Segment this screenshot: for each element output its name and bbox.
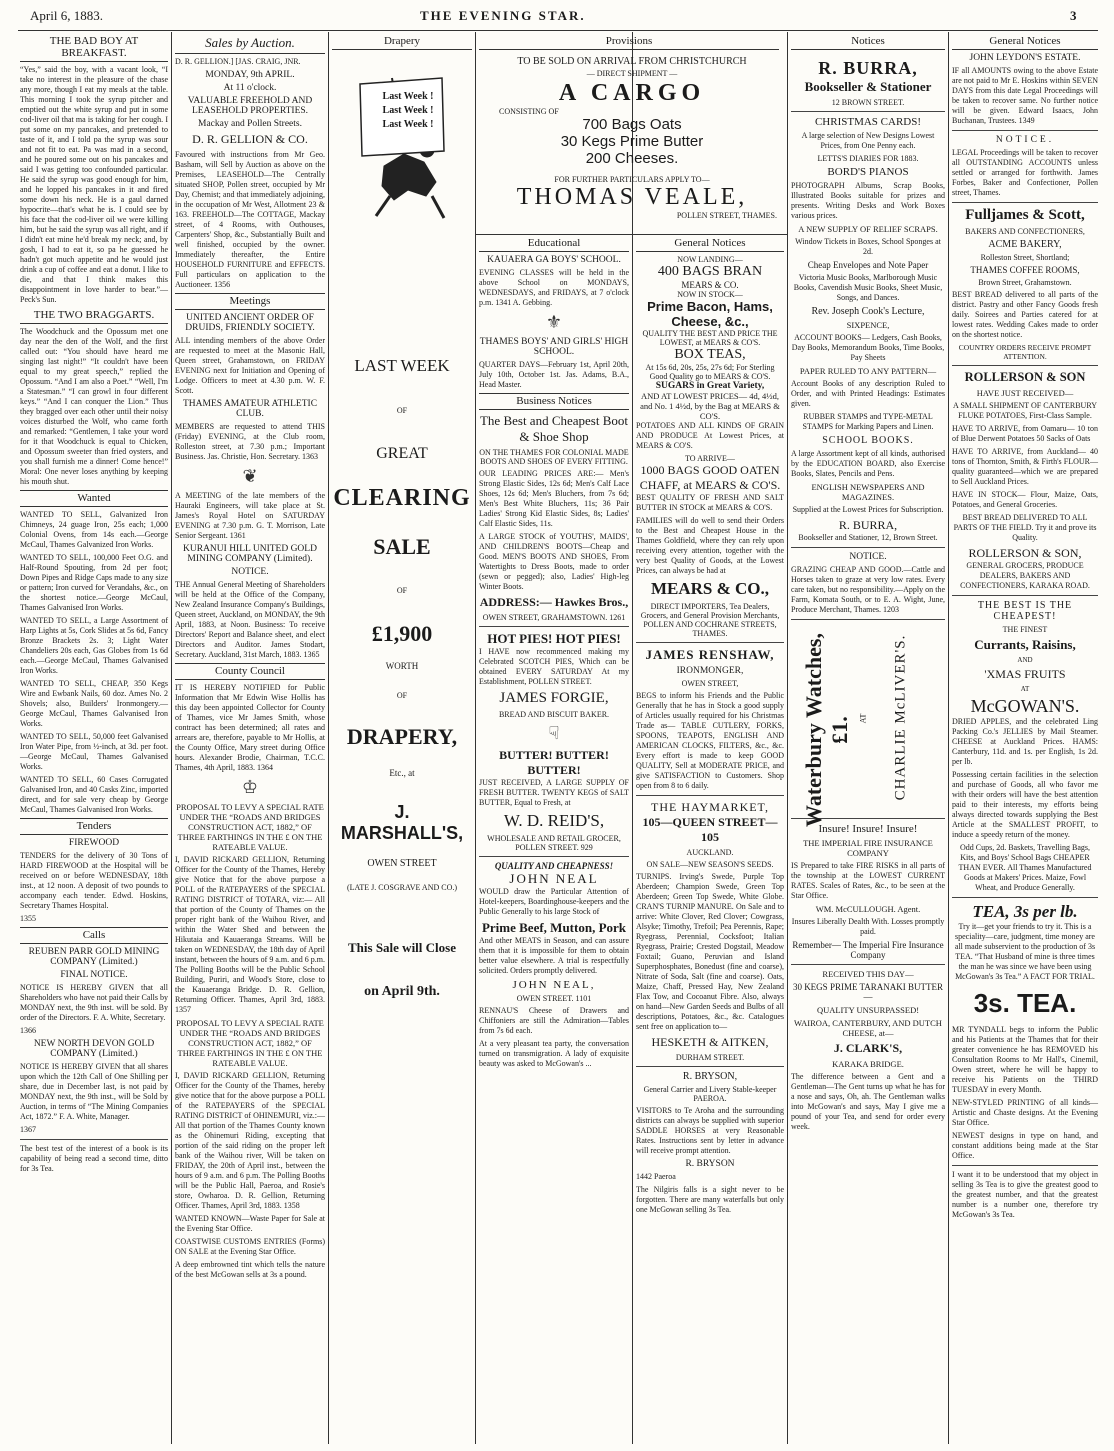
ad-line: BORD'S PIANOS	[827, 166, 909, 178]
ad-subtitle: WM. McCULLOUGH. Agent.	[815, 904, 921, 914]
ad-text: POTATOES AND ALL KINDS OF GRAIN AND PRODUCE At Lowest Prices, at MEARS & CO'S.	[636, 421, 784, 450]
ad-text: Odd Cups, 2d. Baskets, Travelling Bags, Kits, and Boys' School Bags CHEAPER THAN EVER. All Thames Manufactured Goods at Makers' Prices. Maize, Fowl Wheat, and Produce Generally.	[958, 843, 1092, 892]
ad-line: RECEIVED THIS DAY—	[822, 969, 914, 979]
ad-line: THE BEST IS THE CHEAPEST!	[977, 600, 1073, 622]
divider	[636, 1066, 784, 1067]
divider	[479, 856, 629, 857]
divider	[791, 547, 945, 548]
ad-title: PROPOSAL TO LEVY A SPECIAL RATE UNDER THE “ROADS AND BRIDGES CONSTRUCTION ACT, 1882,” OF THREE FARTHINGS IN THE £ ON THE RATEABLE VALUE.	[176, 802, 324, 852]
story-heading: THE TWO BRAGGARTS.	[20, 308, 168, 324]
ad-subtitle: OWEN STREET. 1101	[516, 994, 592, 1003]
ad-line: 1000 BAGS GOOD OATEN CHAFF, at MEARS & CO'S.	[639, 463, 781, 492]
ad-line: CONSISTING OF	[499, 107, 559, 116]
section-heading-wanted: Wanted	[20, 490, 168, 507]
ad-text: QUARTER DAYS—February 1st, April 20th, July 10th, October 1st. Jas. Adams, B.A., Head Master.	[479, 360, 629, 389]
ad-title: BUTTER! BUTTER! BUTTER!	[499, 748, 609, 777]
ad-subtitle: BAKERS AND CONFECTIONERS,	[965, 227, 1085, 236]
ad-text: HAVE TO ARRIVE, from Auckland— 40 tons of Thornton, Smith, & Firth's FLOUR—quality guaranteed—which we are prepared to Sell Auckland Prices.	[952, 447, 1098, 486]
section-heading-auction: Sales by Auction.	[175, 34, 325, 54]
flag-line: Last Week !	[382, 91, 434, 102]
ad-text: A large Assortment kept of all kinds, authorised by the EDUCATION BOARD, also Exercise Books, Slates, Pencils and Pens.	[791, 449, 945, 478]
divider	[952, 202, 1098, 203]
ad-line: OWEN STREET	[367, 858, 437, 869]
ad-line: At 15s 6d, 20s, 25s, 27s 6d; For Sterling Good Quality go to MEARS & CO'S.	[645, 363, 775, 381]
ad-text: NEWEST designs in type on hand, and constant additions being made at the Star Office.	[952, 1131, 1098, 1160]
flag-text	[374, 88, 442, 133]
ad-date: MONDAY, 9th APRIL.	[205, 70, 295, 80]
ad-line: 30 KEGS PRIME TARANAKI BUTTER—	[792, 982, 944, 1002]
provisions-rule	[476, 234, 787, 235]
ad-line: 'XMAS FRUITS	[984, 667, 1066, 681]
divider	[636, 795, 784, 796]
ad-text: BEST BREAD delivered to all parts of the district. Pastry and other Fancy Goods fresh daily. Soirees and Parties catered for at lowest rates. Wedding Cakes made to order on the shortest notice.	[952, 290, 1098, 339]
story-text: The Woodchuck and the Opossum met one day near the den of the Wolf, and the first called out: “You should have heard me singing last night!” “It couldn't have been equal to my great speech,” replied the Opossum. “And I am also a Poet.” “Well, I'm a Statesman.” “I can growl in four different keys.” “And I can conquer the Lion.” Thus they bragged over each other until their noisy voices disturbed the Wolf, who came forth and remarked: “Gentlemen, I take your word for it that Woodchuck is equal to Chicken, and Opossum sweeter than fried oysters, and you shall furnish me a dinner! Come hence!” Moral: One never loses anything by keeping his mouth shut.	[20, 327, 168, 486]
ad-number: 1367	[20, 1125, 36, 1134]
ad-title: THAMES AMATEUR ATHLETIC CLUB.	[182, 399, 318, 419]
crest-icon: ⚜	[545, 312, 563, 332]
ad-text: I, DAVID RICKARD GELLION, Returning Officer for the County of the Thames, hereby give notice that for the above purpose a POLL of the RATEPAYERS of the SPECIAL RATING DISTRICT of OHINEMURI, viz.:— All that portion of the Thames County known as the Ohinemuri Riding, excepting that portion of the said riding on the proper left bank of the Waihou river, Will be taken on FRIDAY, the 20th of April inst., between the hours of 9 a.m. and 6 p.m. The Polling Booths will be the Public Hall, Paeroa, and Rosie's store, Owharoa. D. R. Gellion, Returning Officer. Thames, April 3rd, 1883. 1358	[175, 1071, 325, 1210]
ad-line: AT	[858, 713, 868, 724]
ad-line: Waterbury Watches, £1.	[801, 633, 852, 827]
ad-text: BEGS to inform his Friends and the Public Generally that he has in Stock a good supply of Articles usually required for his Christmas Trade as— TABLE CUTLERY, FORKS, SPOONS, TEAPOTS, ENGLISH AND AMERICAN CLOCKS, FILTERS, &c., &c. Every effort is made to keep GOOD QUALITY, Sell at MODERATE PRICE, and give SATISFACTION to Customers. Shop open from 8 to 6 daily.	[636, 691, 784, 790]
ad-text: Try it—get your friends to try it. This is a speciality—care, judgment, time money are all made subservient to the production of 3s TEA. “That Husband of mine is three times the man he was since we have been using McGowan's 3s Tea.” A FACT FOR TRIAL.	[954, 922, 1096, 981]
ad-line: (LATE J. COSGRAVE AND CO.)	[346, 883, 458, 892]
story-text: “Yes,” said the boy, with a vacant look, “I take no interest in the pleasure of the chase any more, though I eat my meals at the table. This morning I took the syrup pitcher and emptied out the white syrup and put in some cod-liver oil that ma is taking for her cough. I put some on my pancakes, and pretended to taste of it, and I told pa the syrup was sour and not fit to eat. Pa was mad in a second, and he poured some out on his pancakes and said I was getting too confounded particular. He said the syrup was good enough for him, and he lopped his pancakes in it and fired some down his neck. He is a gaul darned hypocrite—that's what he is. I could see by his face that the cod-liver oil we were killing him, but he said the syrup was all right, and if I didn't eat mine he'd break my neck; and, by gosh, I had to eat it, so pa he guessed he hadn't got much appetite and he would just drink a cup of coffee and eat a donut. I like to die, and that I think makes this disappointment in love harder to bear.”—Peck's Sun.	[20, 65, 168, 304]
ad-text: BEST BREAD DELIVERED TO ALL PARTS OF THE FIELD. Try it and prove its Quality.	[953, 513, 1097, 542]
divider	[636, 642, 784, 643]
ad-subtitle: Brown Street, Grahamstown.	[978, 278, 1072, 287]
watch-advert	[791, 624, 945, 827]
ad-line: Cheap Envelopes and Note Paper	[807, 260, 929, 270]
section-heading-general-notices: General Notices	[636, 236, 784, 252]
divider	[20, 1139, 168, 1140]
section-heading-provisions: Provisions	[479, 34, 779, 50]
ad-line: LAST WEEK	[354, 356, 450, 375]
ad-line: DRAPERY,	[346, 724, 458, 749]
column-5	[636, 236, 784, 1442]
ad-line: QUALITY THE BEST AND PRICE THE LOWEST, at MEARS & CO'S.	[642, 329, 778, 347]
column-3	[332, 34, 472, 1442]
ad-line: Prime Bacon, Hams, Cheese, &c.,	[647, 299, 773, 329]
ad-text: A MEETING of the late members of the Hauraki Engineers, will take place at St. James's Royal Hotel on SATURDAY EVENING at 7.30 p.m. G. T. Morrison, Late Senior Sergeant. 1361	[175, 491, 325, 540]
ad-text: A large selection of New Designs Lowest Prices, from One Penny each.	[801, 131, 935, 150]
ad-text: IF all AMOUNTS owing to the above Estate are not paid to Mr E. Hoskins within SEVEN DAYS from this date Legal Proceedings will be taken to recover same. No further notice will be given. Edward Isaacs, John Buchanan, Trustees. 1349	[952, 66, 1098, 125]
ad-title: 3s. TEA.	[973, 988, 1077, 1018]
ad-line: J. MARSHALL'S,	[340, 802, 464, 843]
ad-subtitle: Remember— The Imperial Fire Insurance Company	[792, 940, 944, 960]
ad-subtitle: ACME BAKERY,	[988, 239, 1062, 250]
filler-text: The best test of the interest of a book is its capability of being read a second time, ditto for 3s Tea.	[20, 1144, 168, 1173]
section-heading-calls: Calls	[20, 927, 168, 944]
ad-line: WORTH	[385, 661, 419, 671]
ad-title: THAMES BOYS' AND GIRLS' HIGH SCHOOL.	[479, 337, 629, 357]
ad-text: FAMILIES will do well to send their Orders to the Best and Cheapest House in the Thames Goldfield, where they can rely upon receiving every attention, together with the very best Quality of Goods, at the Lowest Prices, can always be had at	[636, 516, 784, 575]
filler-text: I want it to be understood that my object in selling 3s Tea is to give the greatest good to the greatest number, and that the greatest number is a number one, therefore try McGowan's 3s Tea.	[952, 1170, 1098, 1219]
ad-line: £1,900	[371, 621, 433, 646]
ad-line: TO ARRIVE—	[685, 454, 735, 463]
ad-text: NEW-STYLED PRINTING of all kinds—Artistic and Chaste designs. At the Evening Star Office.	[952, 1098, 1098, 1127]
ad-line: BOX TEAS,	[674, 347, 746, 362]
ad-title: KAUAERA GA BOYS' SCHOOL.	[487, 255, 621, 265]
ad-subtitle: COUNTRY ORDERS RECEIVE PROMPT ATTENTION.	[958, 343, 1092, 361]
ad-subtitle: Mackay and Pollen Streets.	[198, 119, 302, 129]
ad-title: TEA, 3s per lb.	[972, 902, 1078, 921]
ad-text: Window Tickets in Boxes, School Sponges at 2d.	[795, 237, 941, 256]
ad-line: A NEW SUPPLY OF RELIEF SCRAPS.	[798, 224, 938, 234]
ad-title: NOTICE.	[995, 135, 1055, 145]
ad-title: ADDRESS:— Hawkes Bros.,	[479, 595, 629, 609]
ad-title: THE HAYMARKET,	[651, 800, 769, 814]
column-rule	[328, 32, 329, 1444]
ad-text: WOULD draw the Particular Attention of Hotel-keepers, Boardinghouse-keepers and the Public Generally to his large Stock of	[479, 887, 629, 916]
ad-text: PHOTOGRAPH Albums, Scrap Books, Illustrated Books suitable for prizes and presents. Writing Desks and Work Boxes various prices.	[791, 181, 945, 220]
filler-text: At a very pleasant tea party, the conversation turned on transmigration. A lady of exquisite beauty was asked to McGowan's ...	[479, 1039, 629, 1068]
ad-title: HOT PIES! HOT PIES!	[487, 631, 621, 646]
crest-icon: ♔	[241, 777, 259, 797]
divider	[952, 1165, 1098, 1166]
rider-flag-illustration	[332, 56, 472, 226]
ad-text: MEMBERS are requested to attend THIS (Friday) EVENING, at the Club room, Rolleston street, at 7.30 p.m.; Important Business. Jas. Christie, Hon. Secretary. 1363	[175, 422, 325, 461]
ad-line: ENGLISH NEWSPAPERS AND MAGAZINES.	[811, 482, 925, 502]
ad-line: 30 Kegs Prime Butter	[560, 133, 704, 150]
ad-line: OF	[396, 586, 408, 595]
ad-line: GREAT	[376, 445, 428, 462]
ad-line: MEARS & CO.	[681, 280, 739, 290]
ad-line: on April 9th.	[364, 984, 440, 999]
ad-line: NOW LANDING—	[677, 255, 743, 264]
ad-line: CLEARING	[333, 485, 471, 511]
ad-subtitle: WHOLESALE AND RETAIL GROCER, POLLEN STREET. 929	[487, 834, 621, 852]
ad-text: RUBBER STAMPS and TYPE-METAL STAMPS for Marking Papers and Linen.	[802, 412, 934, 431]
divider	[952, 897, 1098, 898]
ad-subtitle: BREAD AND BISCUIT BAKER.	[498, 710, 610, 719]
ad-subtitle: IRONMONGER,	[676, 666, 744, 676]
ad-wanted: WANTED TO SELL, Galvanized Iron Chimneys, 24 guage Iron, 25s each; 1,000 Colonial Ovens, from 14s each.—George McCaul, Thames Galvanized Iron Works.	[20, 510, 168, 549]
ad-line: Rev. Joseph Cook's Lecture,	[811, 306, 925, 317]
ad-title: Insure! Insure! Insure!	[818, 823, 918, 835]
ad-title: JAMES RENSHAW,	[645, 647, 775, 662]
ad-line: SUGARS in Great Variety,	[655, 381, 765, 391]
masthead-title: THE EVENING STAR.	[420, 8, 586, 23]
ad-title: R. BURRA,	[818, 58, 918, 78]
ad-subtitle: 12 BROWN STREET.	[831, 98, 905, 107]
ad-line: SCHOOL BOOKS.	[822, 435, 914, 446]
ad-title: JOHN LEYDON'S ESTATE.	[969, 53, 1081, 63]
auctioneer-name: D. R. GELLION & CO.	[192, 132, 308, 146]
ad-subtitle: ON SALE—NEW SEASON'S SEEDS.	[646, 860, 774, 869]
column-rule	[948, 32, 949, 1444]
ad-text: HAVE IN STOCK— Flour, Maize, Oats, Potatoes, and General Groceries.	[952, 490, 1098, 509]
ad-title: FIREWOOD	[68, 838, 120, 848]
ad-subtitle: NOTICE.	[231, 567, 269, 577]
ad-text: Insures Liberally Dealth With. Losses promptly paid.	[791, 917, 945, 936]
ad-subtitle: KARAKA BRIDGE.	[832, 1059, 904, 1069]
masthead-date: April 6, 1883.	[30, 8, 103, 23]
column-rule	[475, 32, 476, 1444]
ad-title: R. BRYSON,	[682, 1071, 738, 1082]
ad-title: Prime Beef, Mutton, Pork	[481, 920, 627, 935]
ad-title: Fulljames & Scott,	[965, 207, 1085, 223]
masthead	[0, 0, 1114, 30]
ad-subtitle: DURHAM STREET.	[675, 1053, 745, 1062]
ad-title: NOTICE.	[849, 552, 887, 562]
section-heading-general-notices: General Notices	[952, 34, 1098, 50]
ad-title: ROLLERSON & SON	[964, 370, 1086, 384]
section-heading-tenders: Tenders	[20, 818, 168, 835]
ad-text: VISITORS to Te Aroha and the surrounding districts can always be supplied with superior SADDLE HORSES at very Reasonable Rates. Instructions sent by letter in advance will receive prompt attention.	[636, 1106, 784, 1155]
ad-line: OF	[396, 691, 408, 700]
section-heading-notices: Notices	[791, 34, 945, 50]
divider	[952, 365, 1098, 366]
ornament-icon: ❦	[242, 466, 258, 486]
ad-subtitle: OWEN STREET, GRAHAMSTOWN. 1261	[482, 613, 626, 622]
ad-line: CHARLIE McLIVER'S.	[892, 634, 909, 801]
ad-number: 1442 Paeroa	[636, 1172, 676, 1181]
ad-text: IS Prepared to take FIRE RISKS in all parts of the township at the LOWEST CURRENT RATES. Scales of Rates, &c., to be seen at the Star Office.	[791, 861, 945, 900]
ad-wanted: WANTED TO SELL, 50,000 feet Galvanised Iron Water Pipe, from ½-inch, at 3d. per foot.—George McCaul, Thames Galvanised Works.	[20, 732, 168, 771]
column-rule	[787, 32, 788, 1444]
divider	[791, 111, 945, 112]
ad-title: ROLLERSON & SON,	[968, 546, 1082, 560]
ad-line: SALE	[373, 534, 431, 559]
ad-subtitle: DIRECT IMPORTERS, Tea Dealers, Grocers, and General Provision Merchants, POLLEN AND COCHRANE STREETS, THAMES.	[640, 602, 780, 638]
section-heading-meetings: Meetings	[175, 293, 325, 310]
ad-line: 400 BAGS BRAN	[657, 264, 763, 279]
ad-line: WAIROA, CANTERBURY, AND DUTCH CHEESE, at—	[794, 1018, 942, 1038]
ad-number: 1366	[20, 1026, 36, 1035]
ad-title: HESKETH & AITKEN,	[651, 1035, 769, 1049]
ad-line: PAPER RULED TO ANY PATTERN—	[799, 366, 937, 376]
ad-subtitle: ON THE THAMES FOR COLONIAL MADE BOOTS AND SHOES OF EVERY FITTING.	[479, 448, 629, 466]
ad-title: The Best and Cheapest Boot & Shoe Shop	[479, 413, 629, 444]
ad-title: PROPOSAL TO LEVY A SPECIAL RATE UNDER THE “ROADS AND BRIDGES CONSTRUCTION ACT, 1882,” OF THREE FARTHINGS IN THE £ ON THE RATEABLE VALUE.	[176, 1018, 324, 1068]
ad-title: JAMES FORGIE,	[499, 690, 609, 706]
ad-text: Possessing certain facilities in the selection and purchase of Goods, all who favor me with their orders will have the best attention paid to their interests, my efforts being always directed towards supplying the Best Article at the SMALLEST PROFIT, to induce a speedy return of the money.	[952, 770, 1098, 839]
ad-text: NOTICE IS HEREBY GIVEN that all shares upon which the 12th Call of One Shilling per share, due in December last, is not paid by MONDAY next, the 9th inst., will be Sold by Auction, in terms of “The Mining Companies Act, 1872.” F. A. White, Manager.	[20, 1062, 168, 1121]
ad-text: I, DAVID RICKARD GELLION, Returning Officer for the County of the Thames, Hereby give Notice that for the above purpose a POLL of the RATEPAYERS of the SPECIAL RATING DISTRICT of TOTARA, viz:— All that portion of the County of Thames on the proper right bank of the Waihou River, and within the Water Shed and between the Hikutaia and Kauaeranga Streams. Will be taken on WEDNESDAY, the 18th day of April instant, between the hours of 9 a.m. and 6 p.m. The Polling Booths will be the Public School Building, Puriri, and Wood's Store, close to the Kauaeranga Bridge. D. R. Gellion, Returning Officer. Thames, April 3rd, 1883. 1357	[175, 855, 325, 1014]
ad-text: DRIED APPLES, and the celebrated Ling Packing Co.'s JELLIES by Mail Steamer. CHEESE at Auckland Prices. HAMS: Canterbury, 11d. and 1s. per English, 1s 2d. per lb.	[952, 717, 1098, 766]
ad-title: J. CLARK'S,	[833, 1041, 903, 1055]
ad-text: I HAVE now recommenced making my Celebrated SCOTCH PIES, Which can be obtained EVERY SATURDAY At my Establishment, POLLEN STREET.	[479, 647, 629, 686]
ad-text: Account Books of any description Ruled to Order, and with Printed Headings: Estimates given.	[791, 379, 945, 408]
ad-text: EVENING CLASSES will be held in the above School on MONDAYS, WEDNESDAYS, and FRIDAYS, at 7 o'clock p.m. 1341 A. Gebbing.	[479, 268, 629, 307]
column-6	[791, 34, 945, 1442]
provisions-advert	[479, 52, 785, 232]
ad-line: AND AT LOWEST PRICES— 4d, 4½d, and No. 1 4½d, by the Bag at MEARS & CO'S.	[640, 391, 780, 421]
section-heading-county: County Council	[175, 663, 325, 680]
divider	[791, 619, 945, 620]
ad-text: JUST RECEIVED, A LARGE SUPPLY OF FRESH BUTTER. TWENTY KEGS of SALT BUTTER, Equal to Fresh, at	[479, 778, 629, 807]
divider	[952, 130, 1098, 131]
ad-line: POLLEN STREET, THAMES.	[676, 211, 777, 220]
ad-line: THOMAS VEALE,	[516, 184, 748, 210]
ad-text: NOTICE IS HEREBY GIVEN that all Shareholders who have not paid their Calls by MONDAY next, the 9th inst. will be sold. By order of the Directors. F. A. White, Secretary.	[20, 983, 168, 1022]
ad-text: Victoria Music Books, Marlborough Music Books, Cavendish Music Books, Sheet Music, Songs, and Dances.	[793, 273, 943, 302]
ad-line: — DIRECT SHIPMENT —	[586, 69, 678, 78]
ad-text: TURNIPS. Irving's Swede, Purple Top Aberdeen; Champion Swede, Green Top Aberdeen; Green Top Swede, White Globe. CRAN'S TURNIP MANURE. On Sale and to arrive: White Clover, Red Clover; Cowgrass, Alsyke; Timothy, Trefoil; Pea Perennis, Rape; Ryegrass, Perennial, Cocksfoot; Italian Ryegrass, Prairie; Crested Dogstail, Meadow Foxtail; Guano, Peruvian and Island Superphosphates, Bonedust (fine and coarse), Nitrate of Soda, Salt (fine and coarse). Oats, Maize, Chaff, Pressed Hay, New Zealand Flax Tow, and Cocoanut Fibre. Also, always on hand—New Garden Seeds and Bulbs of all descriptions, Potatoes, &c., &c. Catalogues sent free on application to—	[636, 872, 784, 1031]
ad-line: A CARGO	[558, 80, 706, 106]
ad-text: A LARGE STOCK of YOUTHS', MAIDS', AND CHILDREN'S BOOTS—Cheap and Good. MEN'S BOOTS AND SHOES, From Watertights to Dress Boots, made to order (sewn or pegged); also, Ladies' High-leg Winter Boots.	[479, 532, 629, 591]
flag-line: Last Week !	[382, 105, 434, 116]
ad-number: 1355	[20, 914, 36, 923]
ad-wanted: WANTED TO SELL, CHEAP, 350 Kegs Wire and Ewbank Nails, 60 doz. Ames No. 2 Shovels; also, Builders' Ironmongery.—George McCaul, Thames Galvanised Iron Works.	[20, 679, 168, 728]
ad-text: WANTED KNOWN—Waste Paper for Sale at the Evening Star Office.	[175, 1214, 325, 1233]
ad-subtitle: General Carrier and Livery Stable-keeper PAEROA.	[643, 1085, 777, 1103]
ad-line: LETTS'S DIARIES FOR 1883.	[817, 154, 919, 163]
ad-subtitle: Rolleston Street, Shortland;	[980, 253, 1070, 262]
ad-line: THE FINEST	[1002, 625, 1048, 634]
ad-text: OUR LEADING PRICES ARE:— Men's Strong Elastic Sides, 12s 6d; Men's Calf Lace Shoes, 12s 6d; Men's Bluchers, from 7s 6d; Men's Best White Bluchers, 11s; 36 Pair Ladies' Strong Kid Elastic Sides, 8s; Ladies' Calf Elastic Sides, 11s.	[479, 469, 629, 528]
ad-time: At 11 o'clock.	[223, 83, 277, 93]
ad-text: MR TYNDALL begs to inform the Public and his Patients at the Thames that for their greater convenience he has REMOVED his Consultation Rooms to Mr Hall's, Cinemil, Owen street, where he will be happy to receive his Patients on the THIRD TUESDAY in every Month.	[952, 1025, 1098, 1094]
ad-text: COASTWISE CUSTOMS ENTRIES (Forms) ON SALE at the Evening Star Office.	[175, 1237, 325, 1256]
filler-text: A deep embrowned tint which tells the nature of the best McGowan sells at 3s a pound.	[175, 1260, 325, 1279]
ad-wanted: WANTED TO SELL, 60 Cases Corrugated Galvanised Iron, and 40 Casks Zinc, imported direct, and for sale very cheap by George McCaul, Thames Galvanised Iron Works.	[20, 775, 168, 814]
divider	[791, 964, 945, 965]
ad-line: Etc., at	[389, 768, 415, 778]
ad-title: QUALITY AND CHEAPNESS!	[494, 861, 614, 871]
ad-line: This Sale will Close	[348, 940, 456, 955]
section-heading-business: Business Notices	[479, 393, 629, 410]
column-rule	[171, 32, 172, 1444]
column-1	[20, 34, 168, 1442]
ad-title: 105—QUEEN STREET—105	[642, 815, 778, 844]
ad-line: 200 Cheeses.	[585, 150, 679, 167]
column-rule	[632, 32, 633, 1444]
ad-title: VALUABLE FREEHOLD AND LEASEHOLD PROPERTIES.	[187, 96, 313, 116]
ad-title: UNITED ANCIENT ORDER OF DRUIDS, FRIENDLY SOCIETY.	[185, 313, 315, 333]
ad-text: Supplied at the Lowest Prices for Subscription.	[792, 505, 944, 514]
ad-title: JOHN NEAL,	[512, 979, 596, 991]
ad-subtitle: R. BRYSON	[685, 1159, 735, 1169]
ad-line: SIXPENCE,	[846, 320, 890, 330]
ad-subtitle: THAMES COFFEE ROOMS,	[970, 265, 1080, 275]
ad-title: W. D. REID'S,	[503, 811, 605, 830]
ad-title: JOHN NEAL	[509, 871, 599, 886]
ad-line: AT	[1020, 685, 1030, 693]
ad-subtitle: OWEN STREET,	[681, 679, 739, 688]
ad-text: HAVE TO ARRIVE, from Oamaru— 10 ton of Blue Derwent Potatoes 50 Sacks of Oats	[952, 424, 1098, 443]
filler-text: The Nilgiris falls is a sight never to be forgotten. There are many waterfalls but only one McGowan selling 3s Tea.	[636, 1185, 784, 1214]
divider	[479, 626, 629, 627]
story-heading: THE BAD BOY AT BREAKFAST.	[20, 34, 168, 62]
masthead-rule	[18, 30, 1098, 31]
divider	[952, 595, 1098, 596]
ad-line: OF	[396, 406, 408, 415]
pointing-hand-icon: ☟	[548, 723, 560, 743]
flag-line: Last Week !	[382, 119, 434, 130]
ad-title: R. BURRA,	[838, 518, 898, 532]
ad-text: A SMALL SHIPMENT OF CANTERBURY FLUKE POTATOES, First-Class Sample.	[952, 401, 1098, 420]
ad-text: TENDERS for the delivery of 30 Tons of HARD FIREWOOD at the Hospital will be received on or before WEDNESDAY, 18th inst., at 12 noon. A deposit of two pounds to accompany each tender. Edwd. Hoskins, Secretary Thames Hospital.	[20, 851, 168, 910]
column-7	[952, 34, 1098, 1442]
ad-line: QUALITY UNSURPASSED!	[816, 1005, 920, 1015]
ad-title: REUBEN PARR GOLD MINING COMPANY (Limited.)	[28, 947, 160, 967]
section-heading-drapery: Drapery	[332, 34, 472, 50]
ad-wanted: WANTED TO SELL, a Large Assortment of Harp Lights at 5s, Cork Slides at 5s 6d, Fancy Bronze Brackets 2s. 3; Light Water Chandeliers 20s each, Gas Globes from 1s 6d each.—George McCaul, Thames Galvanised Iron Works.	[20, 616, 168, 675]
column-2	[175, 34, 325, 1442]
ad-title: Bookseller & Stationer	[804, 79, 932, 94]
ad-text: And other MEATS in Season, and can assure them that it is impossible for them to obtain better value elsewhere. A trial is respectfully solicited. Orders promptly delivered.	[479, 936, 629, 975]
ad-title: NEW NORTH DEVON GOLD COMPANY (Limited.)	[33, 1039, 155, 1059]
ad-title: MEARS & CO.,	[650, 579, 770, 598]
ad-subtitle: FINAL NOTICE.	[60, 970, 128, 980]
ad-text: IT IS HEREBY NOTIFIED for Public Information that Mr Edwin Wise Hollis has this day been appointed Collector for County of Thames, vice Mr James Smith, whose contract has been determined; all rates and arrears are, therefore, payable to Mr Hollis, at the County Office, Mary street during Office hours. Alexander Brodie, Chairman, T.C.C. Thames, 4th April, 1883. 1364	[175, 683, 325, 772]
ad-text: RENNAU'S Cheese of Drawers and Chiffoniers are still the Admiration—Tables from 7s 6d each.	[479, 1006, 629, 1035]
ad-line: NOW IN STOCK—	[677, 290, 743, 299]
ad-line: FOR FURTHER PARTICULARS APPLY TO—	[554, 175, 710, 184]
ad-subtitle: THE IMPERIAL FIRE INSURANCE COMPANY	[803, 838, 933, 858]
ad-text: THE Annual General Meeting of Shareholders will be held at the Office of the Company, New Zealand Insurance Company's Buildings, Queen street, Auckland, on MONDAY, the 9th April, 1883, at Noon. Business: To receive Directors' Report and Balance sheet, and elect Directors and Auditor. James Stodart, Secretary. Auckland, 31st March, 1883. 1365	[175, 580, 325, 659]
ad-line: TO BE SOLD ON ARRIVAL FROM CHRISTCHURCH	[517, 56, 747, 67]
ad-text: ACCOUNT BOOKS— Ledgers, Cash Books, Day Books, Memorandum Books, Time Books, Pay Sheets	[791, 333, 945, 362]
ad-line: McGOWAN'S.	[970, 696, 1080, 716]
ad-wanted: WANTED TO SELL, 100,000 Feet O.G. and Half-Round Spouting, from 2d per foot; Down Pipes and Ridge Caps made to any size or pattern; Iron curved for Verandahs, &c., on the shortest notice.—George McCaul, Thames Galvanised Iron Works.	[20, 553, 168, 612]
ad-title: KURANUI HILL UNITED GOLD MINING COMPANY (Limited).	[183, 544, 317, 564]
ad-line: AND	[1017, 656, 1033, 664]
masthead-page: 3	[1070, 8, 1077, 23]
ad-text: LEGAL Proceedings will be taken to recover all OUTSTANDING ACCOUNTS unless settled or arranged for forthwith. James Forbes, Baker and Confectioner, Pollen street, Thames.	[952, 148, 1098, 197]
ad-text: Favoured with instructions from Mr Geo. Basham, will Sell by Auction as above on the Premises, LEASEHOLD—The Centrally situated SHOP, Pollen street, occupied by Mr Day, Chemist; and that immediately adjoining, in the occupation of Mr West, Allotment 23 & 163. FREEHOLD—The COTTAGE, Mackay street, of 4 Rooms, with Outhouses, Carpenters' Shop, &c., Substantially Built and well finished, occupied by the owner. Immediately thereafter, the Entire HOUSEHOLD FURNITURE and EFFECTS. Full particulars on application to the Auctioneer. 1356	[175, 150, 325, 289]
ad-line: Currants, Raisins,	[974, 637, 1076, 652]
ad-text: D. R. GELLION.] [JAS. CRAIG, JNR.	[175, 57, 301, 66]
ad-line: CHRISTMAS CARDS!	[814, 116, 922, 128]
ad-text: GENERAL GROCERS, PRODUCE DEALERS, BAKERS AND CONFECTIONERS, KARAKA ROAD.	[960, 561, 1090, 590]
ad-text: Bookseller and Stationer, 12, Brown Street.	[798, 533, 938, 542]
ad-text: GRAZING CHEAP AND GOOD.—Cattle and Horses taken to graze at very low rates. Every care taken, but no responsibility.—Apply on the Farm, Komata South, or to E. A. Wight, June, Produce Merchant, Thames. 1203	[791, 565, 945, 614]
ad-subtitle: AUCKLAND.	[686, 848, 734, 857]
column-4-lower	[479, 236, 629, 1442]
ad-text: BEST QUALITY OF FRESH AND SALT BUTTER IN STOCK at MEARS & CO'S.	[636, 493, 784, 512]
section-heading-educational: Educational	[479, 236, 629, 252]
filler-text: The difference between a Gent and a Gentleman—The Gent turns up what he has for a nose and says, Oh, ah. The Gentleman walks into McGowan's and says, May I give me a pound of your Tea, and send for order every week.	[791, 1072, 945, 1131]
ad-line: 700 Bags Oats	[582, 116, 682, 133]
ad-subtitle: HAVE JUST RECEIVED—	[976, 388, 1074, 398]
ad-text: ALL intending members of the above Order are requested to meet at the Masonic Hall, Queen street, Grahamstown, on FRIDAY EVENING next for Initiation and Opening of Lodge. Officers to meet at 4.30 p.m. W. F. Scott.	[175, 336, 325, 395]
